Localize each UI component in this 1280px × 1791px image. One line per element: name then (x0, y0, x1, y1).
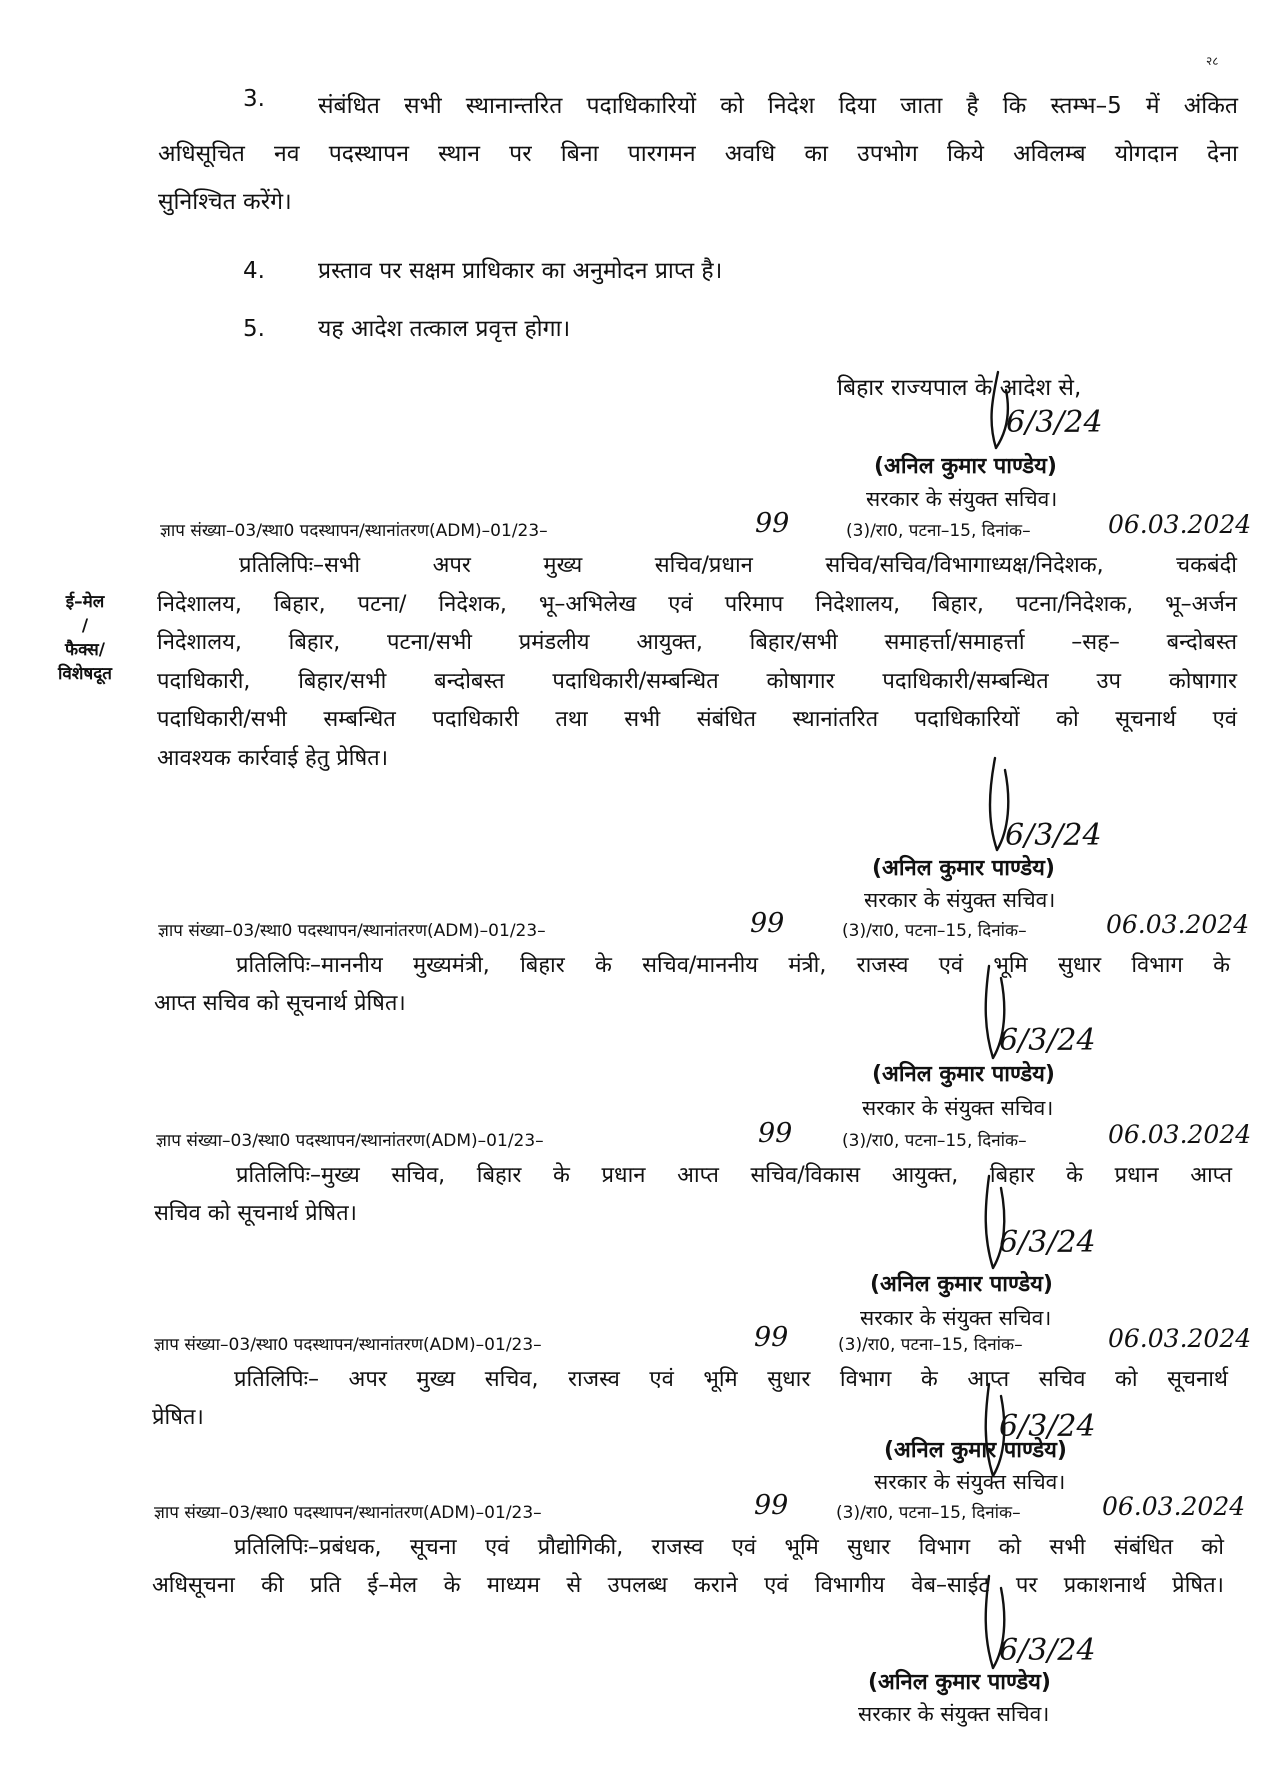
signature-date: 6/3/24 (1005, 818, 1102, 853)
memo-body: प्रतिलिपिः–प्रबंधक, सूचना एवं प्रौद्योगिकी, राजस्व एवं भूमि सुधार विभाग को सभी संबंधित को अधिसूचना की प्रति ई–मेल के माध्यम से उपलब्ध कराने एवं विभागीय वेब–साईट पर प्रकाशनार्थ प्रेषित। (152, 1535, 1224, 1598)
point-3-text: संबंधित सभी स्थानान्तरित पदाधिकारियों को निदेश दिया जाता है कि स्तम्भ–5 में अंकित अधिसूचित नव पदस्थापन स्थान पर बिना पारगमन अवधि का उपभोग किये अविलम्ब योगदान देना सुनिश्चित करेंगे। (158, 93, 1238, 215)
signatory-name: (अनिल कुमार पाण्डेय) (872, 856, 1055, 881)
signature-date: 6/3/24 (999, 1633, 1096, 1668)
signature-date: 6/3/24 (999, 1023, 1096, 1058)
memo-office: (3)/रा0, पटना–15, दिनांक– (842, 1131, 1027, 1151)
page-marker: २८ (1206, 54, 1219, 68)
memo-office: (3)/रा0, पटना–15, दिनांक– (838, 1335, 1023, 1355)
memo-date: 06.03.2024 (1108, 1324, 1252, 1353)
memo-body: प्रतिलिपिः–माननीय मुख्यमंत्री, बिहार के सचिव/माननीय मंत्री, राजस्व एवं भूमि सुधार विभाग के आप्त सचिव को सूचनार्थ प्रेषित। (154, 953, 1230, 1016)
point-number: 5. (243, 316, 265, 342)
signatory-title: सरकार के संयुक्त सचिव। (866, 487, 1058, 511)
memo-body: प्रतिलिपिः– अपर मुख्य सचिव, राजस्व एवं भूमि सुधार विभाग के आप्त सचिव को सूचनार्थ प्रेषित। (152, 1367, 1228, 1430)
point-number: 3. (243, 86, 265, 112)
signatory-title: सरकार के संयुक्त सचिव। (864, 888, 1056, 912)
memo-number: 99 (758, 1118, 793, 1149)
memo-office: (3)/रा0, पटना–15, दिनांक– (842, 921, 1027, 941)
signature-date: 6/3/24 (999, 1409, 1096, 1444)
memo-office: (3)/रा0, पटना–15, दिनांक– (846, 521, 1031, 541)
memo-number: 99 (754, 1322, 789, 1353)
signatory-name: (अनिल कुमार पाण्डेय) (870, 1272, 1053, 1297)
signatory-name: (अनिल कुमार पाण्डेय) (874, 454, 1057, 479)
memo-number: 99 (755, 508, 790, 539)
memo-office: (3)/रा0, पटना–15, दिनांक– (836, 1503, 1021, 1523)
memo-number: 99 (754, 1490, 789, 1521)
signatory-title: सरकार के संयुक्त सचिव। (858, 1702, 1050, 1726)
signature-mark (975, 960, 1165, 1070)
memo-date: 06.03.2024 (1108, 510, 1252, 539)
point-5-text: यह आदेश तत्काल प्रवृत्त होगा। (318, 316, 571, 342)
signatory-title: सरकार के संयुक्त सचिव। (874, 1470, 1066, 1494)
order-line: बिहार राज्यपाल के आदेश से, (837, 375, 1082, 401)
memo-reference: ज्ञाप संख्या–03/स्था0 पदस्थापन/स्थानांतरण(ADM)–01/23– (158, 921, 546, 941)
memo-reference: ज्ञाप संख्या–03/स्था0 पदस्थापन/स्थानांतरण(ADM)–01/23– (156, 1131, 544, 1151)
dispatch-mode-note: ई–मेल / फैक्स/ विशेषदूत (58, 592, 112, 684)
signatory-title: सरकार के संयुक्त सचिव। (862, 1096, 1054, 1120)
point-4-text: प्रस्ताव पर सक्षम प्राधिकार का अनुमोदन प्राप्त है। (318, 258, 723, 284)
signatory-name: (अनिल कुमार पाण्डेय) (884, 1438, 1067, 1463)
signature-mark (975, 1170, 1165, 1280)
memo-date: 06.03.2024 (1108, 1120, 1252, 1149)
memo-reference: ज्ञाप संख्या–03/स्था0 पदस्थापन/स्थानांतरण(ADM)–01/23– (154, 1335, 542, 1355)
signatory-name: (अनिल कुमार पाण्डेय) (872, 1062, 1055, 1087)
memo-number: 99 (750, 908, 785, 939)
memo-date: 06.03.2024 (1102, 1492, 1246, 1521)
memo-reference: ज्ञाप संख्या–03/स्था0 पदस्थापन/स्थानांतरण(ADM)–01/23– (154, 1503, 542, 1523)
memo-body: प्रतिलिपिः–मुख्य सचिव, बिहार के प्रधान आप्त सचिव/विकास आयुक्त, बिहार के प्रधान आप्त सचिव को सूचनार्थ प्रेषित। (154, 1163, 1232, 1226)
memo-reference: ज्ञाप संख्या–03/स्था0 पदस्थापन/स्थानांतरण(ADM)–01/23– (160, 521, 548, 541)
signature-mark (975, 1570, 1165, 1680)
signature-date: 6/3/24 (1006, 405, 1103, 440)
memo-date: 06.03.2024 (1106, 910, 1250, 939)
signature-date: 6/3/24 (999, 1225, 1096, 1260)
signatory-name: (अनिल कुमार पाण्डेय) (868, 1670, 1051, 1695)
memo-body: प्रतिलिपिः–सभी अपर मुख्य सचिव/प्रधान सचिव/सचिव/विभागाध्यक्ष/निदेशक, चकबंदी निदेशालय, बिहार, पटना/ निदेशक, भू–अभिलेख एवं परिमाप निदेशालय, बिहार, पटना/निदेशक, भू–अर्जन निदेशालय, बिहार, पटना/सभी प्रमंडलीय आयुक्त, बिहार/सभी समाहर्त्ता/समाहर्त्ता –सह– बन्दोबस्त पदाधिकारी, बिहार/सभी बन्दोबस्त पदाधिकारी/सम्बन्धित कोषागार पदाधिकारी/सम्बन्धित उप कोषागार पदाधिकारी/सभी सम्बन्धित पदाधिकारी तथा सभी संबंधित स्थानांतरित पदाधिकारियों को सूचनार्थ एवं आवश्यक कार्रवाई हेतु प्रेषित। (157, 553, 1237, 771)
point-number: 4. (243, 258, 265, 284)
signatory-title: सरकार के संयुक्त सचिव। (860, 1306, 1052, 1330)
